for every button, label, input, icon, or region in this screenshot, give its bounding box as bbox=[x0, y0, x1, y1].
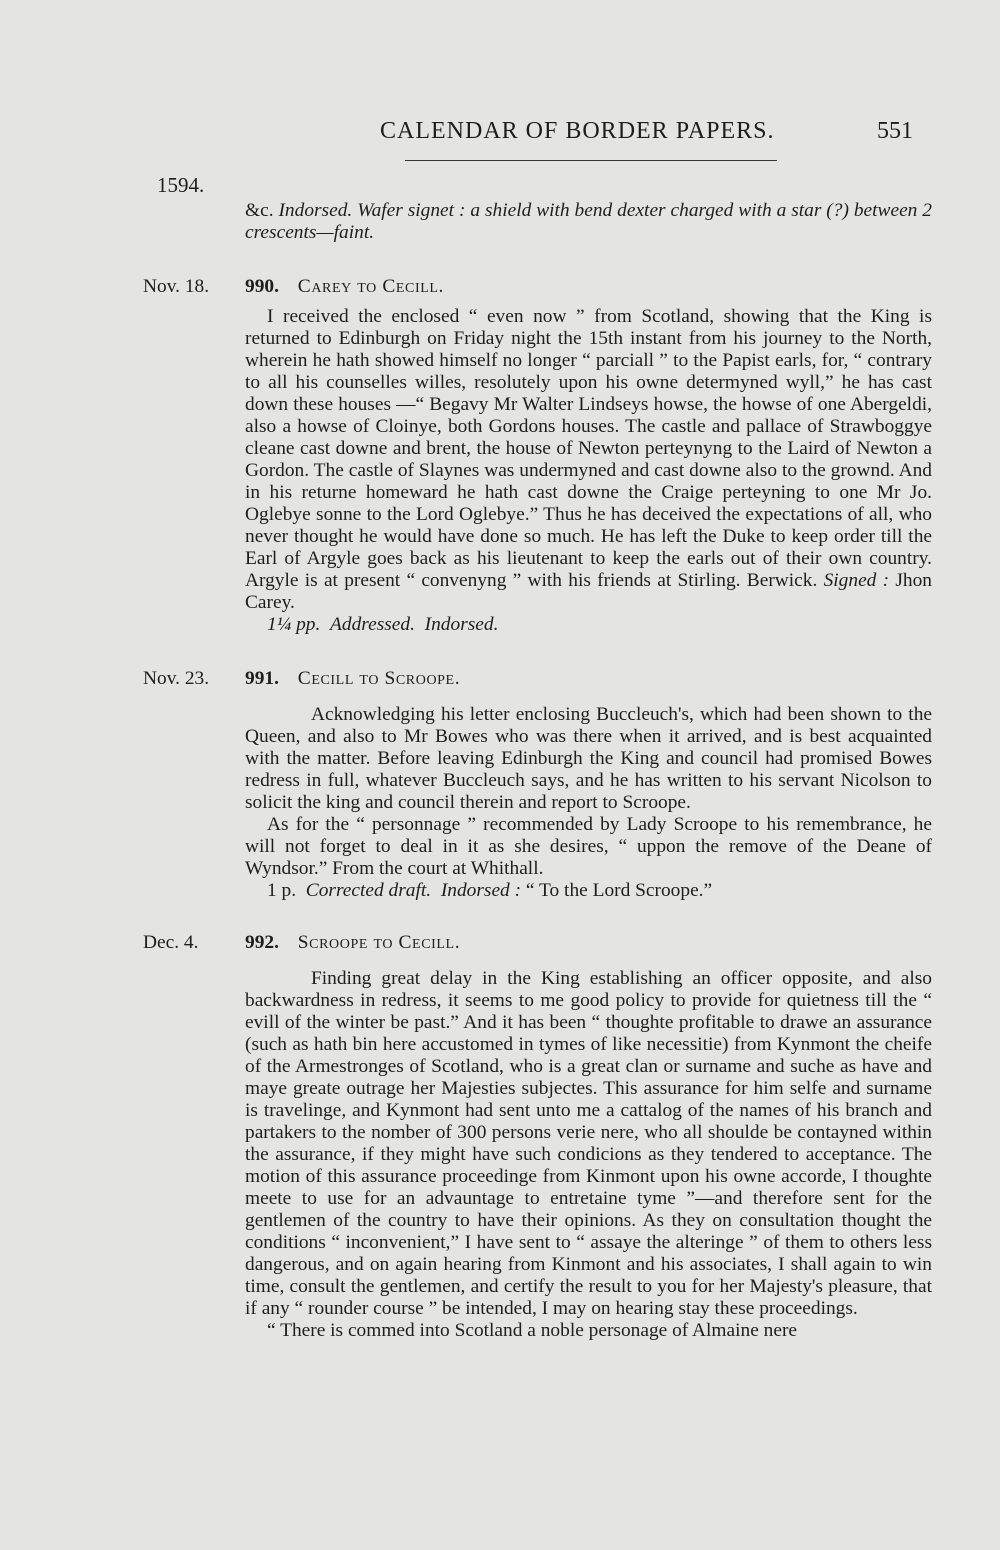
signed-label: Signed : bbox=[823, 570, 890, 591]
entry-body bbox=[245, 968, 932, 1342]
entry-date: Nov. 18. bbox=[143, 276, 210, 297]
note-endorsed-label: Indorsed : bbox=[440, 880, 522, 901]
continuation-prefix: &c. bbox=[245, 200, 279, 221]
entry-note bbox=[245, 614, 932, 636]
signed-name: Jhon Carey. bbox=[245, 570, 932, 613]
entry-date: Nov. 23. bbox=[143, 668, 210, 689]
page-number: 551 bbox=[877, 118, 913, 144]
entry-heading bbox=[245, 276, 932, 298]
entry-paragraph: Finding great delay in the King establishing an officer opposite, and also backwardness in redress, it seems to me good policy to provide for quietness till the “ evill of the winter be past.” And it has been “ thoughte profitable to drawe an assurance (such as hath bin here accustomed in tymes of like necessitie) from Kynmont the cheife of the Armestronges of Scotland, who is a great clan or surname and suche as have and maye greate outrage her Majesties subjectes. This assurance for him selfe and surname is travelinge, and Kynmont had sent unto me a cattalog of the names of his branch and partakers to the nomber of 300 persons verie nere, who all shoulde be contayned within the assurance, if they might have such condicions as they tendered to acceptance. The motion of this assurance proceedinge from Kinmont upon his owne accorde, I thoughte meete to use for an advauntage to entretaine tyme ”—and therefore sent for the gentlemen of the country to have their opinions. As they on consultation thought the conditions “ inconvenient,” I have sent to “ assaye the alteringe ” of them to others less dangerous, and on again hearing from Kinmont and his associates, I shall again to win time, consult the gentlemen, and certify the result to you for her Majesty's pleasure, that if any “ rounder course ” be intended, I may on hearing stay these proceedings. bbox=[245, 968, 932, 1319]
entry-paragraph: I received the enclosed “ even now ” from Scotland, showing that the King is returned to Edinburgh on Friday night the 15th instant from his journey to the North, wherein he hath showed himself no longer “ parciall ” to the Papist earls, for, “ contrary to all his counselles willes, resolutely upon his owne determyned wyll,” he has cast down these houses —“ Begavy Mr Walter Lindseys howse, the howse of one Abergeldi, also a howse of Cloinye, both Gordons houses. The castle and pallace of Strawboggye cleane cast downe and brent, the house of Newton perteynyng to the Laird of Newton a Gordon. The castle of Slaynes was undermyned and cast downe also to the grownd. And in his returne homeward he hath cast downe the Craige perteyning to one Mr Jo. Oglebye sonne to the Lord Oglebye.” Thus he has deceived the expectations of all, who never thought he would have done so much. He has left the Duke to keep order till the Earl of Argyle goes back as his lieutenant to keep the earls out of their own country. Argyle is at present “ convenyng ” with his friends at Stirling. Berwick. Signed : Jhon Carey. bbox=[245, 306, 932, 613]
note-endorsed-text: “ To the Lord Scroope.” bbox=[525, 880, 713, 901]
note-size: 1¼ pp. bbox=[267, 614, 321, 635]
entry-paragraph: “ There is commed into Scotland a noble personage of Almaine nere bbox=[267, 1320, 798, 1341]
entry-heading bbox=[245, 668, 932, 690]
entry-990 bbox=[143, 276, 932, 636]
entry-991 bbox=[143, 668, 932, 902]
entry-992 bbox=[143, 932, 932, 1342]
entry-title: Cecill to Scroope. bbox=[297, 668, 461, 689]
entry-body bbox=[245, 306, 932, 614]
entry-paragraph: Acknowledging his letter enclosing Buccleuch's, which had been shown to the Queen, and also to Mr Bowes who was there when it arrived, and is best acquainted with the matter. Before leaving Edinburgh the King and council had promised Bowes redress in full, whatever Buccleuch says, and he has written to his servant Nicolson to solicit the king and council therein and report to Scroope. bbox=[245, 704, 932, 813]
note-endorsed: Indorsed. bbox=[424, 614, 499, 635]
continuation-note bbox=[245, 200, 932, 244]
header-rule bbox=[405, 160, 777, 161]
entry-number: 992. bbox=[245, 932, 279, 953]
note-addressed: Addressed. bbox=[330, 614, 415, 635]
entry-title: Carey to Cecill. bbox=[297, 276, 444, 297]
entry-number: 991. bbox=[245, 668, 279, 689]
margin-year: 1594. bbox=[157, 173, 205, 197]
page-content bbox=[143, 200, 932, 1342]
running-header: CALENDAR OF BORDER PAPERS. bbox=[380, 118, 775, 144]
entry-heading bbox=[245, 932, 932, 954]
continuation-endorsed: Indorsed. bbox=[278, 200, 353, 221]
entry-date: Dec. 4. bbox=[143, 932, 199, 953]
entry-note bbox=[245, 880, 932, 902]
entry-body bbox=[245, 704, 932, 880]
note-size: 1 p. bbox=[267, 880, 297, 901]
entry-paragraph: As for the “ personnage ” recommended by Lady Scroope to his remembrance, he will not forget to deal in it as she desires, “ uppon the remove of the Deane of Wyndsor.” From the court at Whithall. bbox=[245, 814, 932, 879]
continuation-wafer: Wafer signet : a shield with bend dexter charged with a star (?) between 2 crescents—faint. bbox=[245, 200, 932, 243]
entry-title: Scroope to Cecill. bbox=[297, 932, 461, 953]
entry-number: 990. bbox=[245, 276, 279, 297]
note-draft: Corrected draft. bbox=[305, 880, 432, 901]
